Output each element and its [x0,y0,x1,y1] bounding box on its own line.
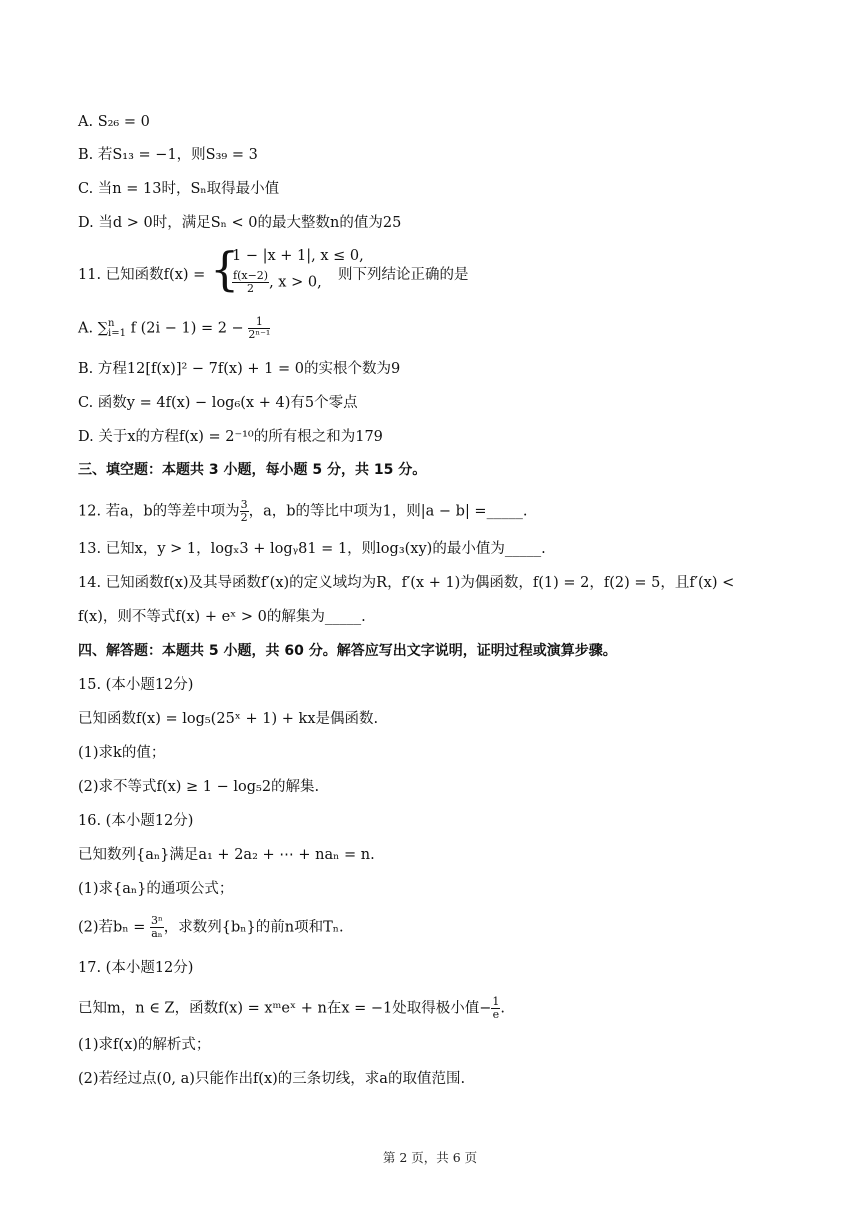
q11-option-a: A. ∑ n i=1 f (2i − 1) = 2 − $\frac{1}{\text{2ⁿ⁻¹}}$ [78,315,271,341]
q14-text-line-1: 14. 已知函数f(x)及其导函数f′(x)的定义域均为R，f′(x + 1)为偶函数，f(1) = 2，f(2) = 5，且f′(x) < [78,575,735,591]
q11-stem [78,242,798,300]
q16-stem: 已知数列{aₙ}满足a₁ + 2a₂ + ⋯ + naₙ = n. [78,847,375,863]
q11-case-1: 1 − |x + 1|, x ≤ 0, [232,248,364,264]
q14-text-line-2: f(x)，则不等式f(x) + eˣ > 0的解集为_____. [78,609,366,625]
q15-title: 15. (本小题12分) [78,677,194,693]
q10-option-b: B. 若S₁₃ = −1，则S₃₉ = 3 [78,147,258,163]
section-4-heading: 四、解答题：本题共 5 小题，共 60 分。解答应写出文字说明，证明过程或演算步骤。 [78,643,617,659]
q16-part-2: (2)若bₙ = $\frac{\text{3ⁿ}}{\text{aₙ}}$ ，求数列{bₙ}的前n项和Tₙ. [78,914,344,940]
q11-option-c: C. 函数y = 4f(x) − log₆(x + 4)有5个零点 [78,395,358,411]
q12-text: 12. 若a，b的等差中项为 $\frac{3}{2}$ ，a，b的等比中项为1，则|a − b| =_____. [78,498,528,524]
q17-title: 17. (本小题12分) [78,960,194,976]
q10-option-c: C. 当n = 13时，Sₙ取得最小值 [78,181,280,197]
q11-stem-text: 11. 已知函数f(x) = [78,267,206,283]
q15-part-1: (1)求k的值； [78,745,166,761]
q15-stem: 已知函数f(x) = log₅(25ˣ + 1) + kx是偶函数. [78,711,379,727]
q17-stem: 已知m，n ∈ Z，函数f(x) = xᵐeˣ + n在x = −1处取得极小值− $\frac{1}{e}$ . [78,995,506,1021]
q11-option-b: B. 方程12[f(x)]² − 7f(x) + 1 = 0的实根个数为9 [78,361,401,377]
q11-option-d: D. 关于x的方程f(x) = 2⁻¹⁰的所有根之和为179 [78,429,383,445]
q11-case-2-numerator: f(x−2) [233,269,269,282]
q11-case-2-denominator: 2 [247,282,255,295]
piecewise-brace: { [210,242,240,296]
q11-stem-tail: 则下列结论正确的是 [338,267,469,283]
q17-part-1: (1)求f(x)的解析式； [78,1037,211,1053]
q13-text: 13. 已知x，y > 1，logₓ3 + logᵧ81 = 1，则log₃(xy)的最小值为_____. [78,541,546,557]
q11-case-2 [232,270,322,295]
section-3-heading: 三、填空题：本题共 3 小题，每小题 5 分，共 15 分。 [78,462,427,478]
q10-option-d: D. 当d > 0时，满足Sₙ < 0的最大整数n的值为25 [78,215,402,231]
q10-option-a: A. S₂₆ = 0 [78,114,150,130]
q17-part-2: (2)若经过点(0, a)只能作出f(x)的三条切线，求a的取值范围. [78,1071,466,1087]
q11-case-2-condition: , x > 0, [269,274,322,291]
q16-part-1: (1)求{aₙ}的通项公式； [78,881,234,897]
q16-title: 16. (本小题12分) [78,813,194,829]
q15-part-2: (2)求不等式f(x) ≥ 1 − log₅2的解集. [78,779,320,795]
page-footer: 第 2 页，共 6 页 [382,1150,478,1165]
